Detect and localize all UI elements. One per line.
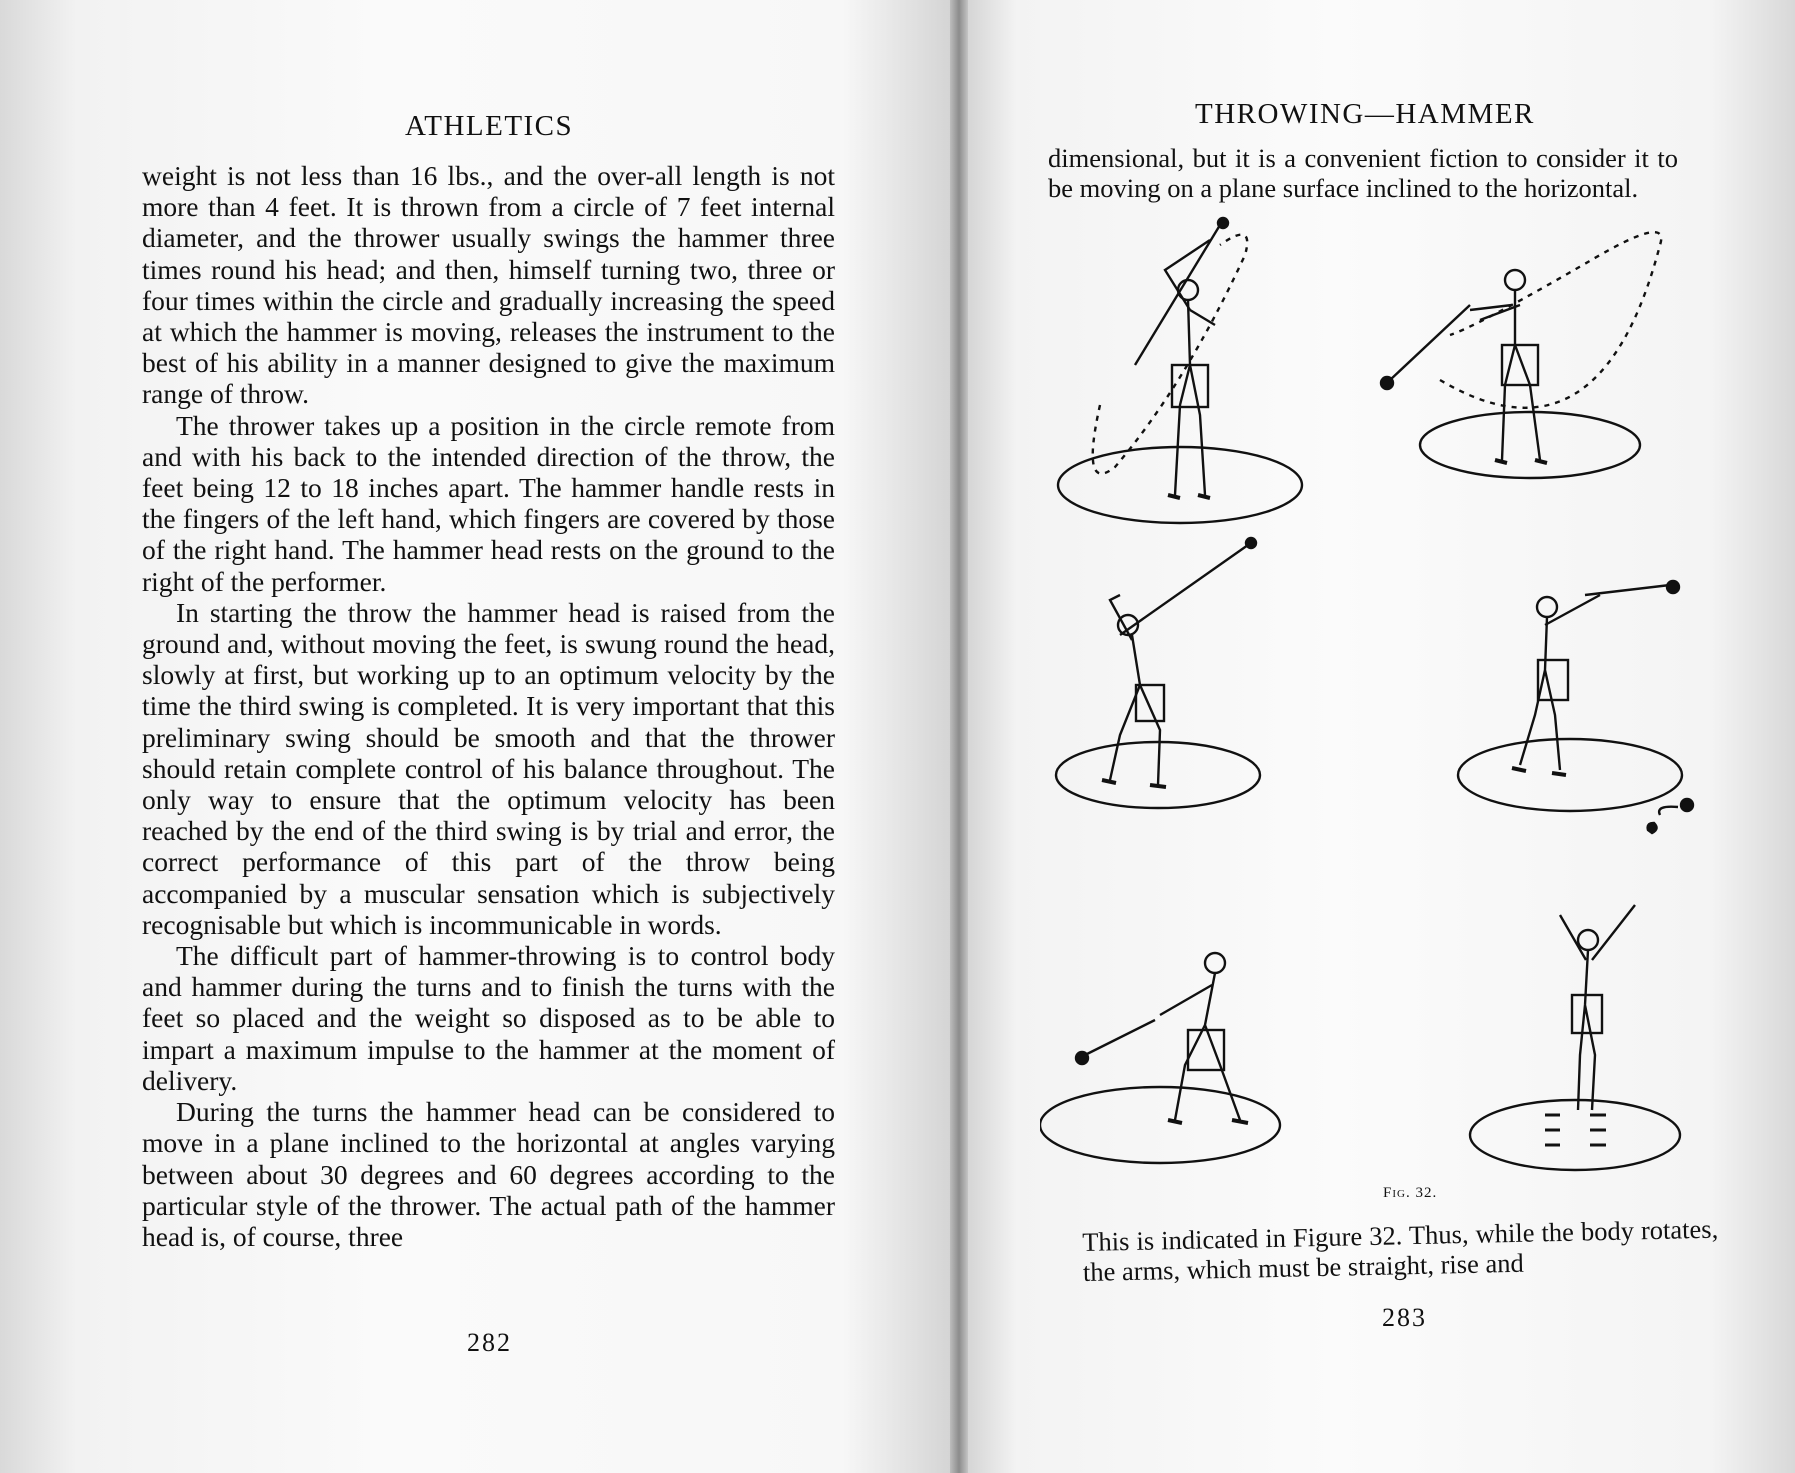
thrower-figure-5	[1040, 953, 1280, 1163]
right-body-text-top	[1048, 143, 1678, 203]
left-page-number: 282	[467, 1328, 512, 1357]
thrower-figure-3	[1056, 538, 1260, 808]
left-paragraph-1: weight is not less than 16 lbs., and the over-all length is not more than 4 feet. It is thrown from a circle of 7 feet internal diameter, and the thrower usually swings the hammer three times round his head; and then, himself turning two, three or four times within the circle and gradually increasing the speed at which the hammer is moving, releases the instrument to the best of his ability in a manner designed to give the maximum range of throw.	[142, 160, 835, 410]
left-paragraph-5: During the turns the hammer head can be considered to move in a plane inclined to the horizontal at angles varying between about 30 degrees and 60 degrees according to the particular style of the thrower. The actual path of the hammer head is, of course, three	[142, 1096, 835, 1252]
thrower-figure-6	[1470, 799, 1693, 1170]
left-running-head: ATHLETICS	[405, 110, 574, 142]
right-running-head: THROWING—HAMMER	[1195, 98, 1535, 130]
right-paragraph-bottom: This is indicated in Figure 32. Thus, while the body rotates, the arms, which must be straight, rise and	[1082, 1213, 1719, 1287]
left-body-text	[142, 160, 835, 1252]
figure-caption: Fig. 32.	[1383, 1185, 1438, 1201]
left-paragraph-4: The difficult part of hammer-throwing is to control body and hammer during the turns and to finish the turns with the feet so placed and the weight so disposed as to be able to impart a maximum impulse to the hammer at the moment of delivery.	[142, 940, 835, 1096]
left-paragraph-2: The thrower takes up a position in the circle remote from and with his back to the intended direction of the throw, the feet being 12 to 18 inches apart. The hammer handle rests in the fingers of the left hand, which fingers are covered by those of the right hand. The hammer head rests on the ground to the right of the performer.	[142, 409, 835, 597]
right-paragraph-top: dimensional, but it is a convenient fiction to consider it to be moving on a plane surface inclined to the horizontal.	[1048, 143, 1678, 203]
thrower-figure-4	[1458, 581, 1682, 811]
left-paragraph-3: In starting the throw the hammer head is raised from the ground and, without moving the feet, is swung round the head, slowly at first, but working up to an optimum velocity by the time the third swing is completed. It is very important that this preliminary swing should be smooth and that the thrower should retain complete control of his balance throughout. The only way to ensure that the optimum velocity has been reached by the end of the third swing is by trial and error, the correct performance of this part of the throw being accompanied by a muscular sensation which is subjectively recognisable but which is incommunicable in words.	[142, 596, 835, 940]
hammer-throw-illustration	[1040, 215, 1720, 1205]
right-page-number: 283	[1382, 1303, 1427, 1332]
thrower-figure-2	[1381, 232, 1661, 478]
thrower-figure-1	[1058, 218, 1302, 523]
book-gutter	[950, 0, 968, 1473]
hammer-throw-figure	[1040, 215, 1720, 1205]
